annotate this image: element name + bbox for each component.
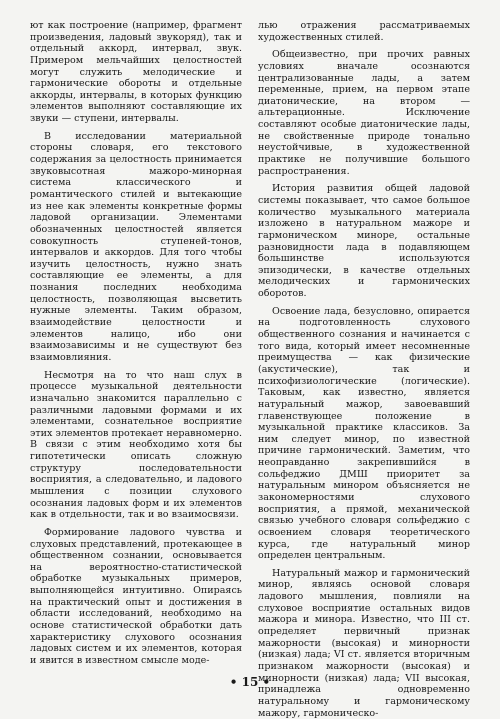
paragraph: В исследовании материальной стороны словаря, его текстового содержания за целостность принимается звуковысотная мажоро-минорная система классического и романтического стилей и вытекающие из нее как элементы конкретные формы ладовой организации. Элементами обозначенных целостностей является совокупность ступеней-тонов, интервалов и аккордов. Для того чтобы изучить целостность, нужно знать составляющие ее элементы, а для познания последних необходима целостность, позволяющая высветить нужные элементы. Таким образом, взаимодействие целостности и элементов налицо, ибо они взаимозависимы и не существуют без взаимовлияния. xyxy=(30,130,242,363)
paragraph: История развития общей ладовой системы показывает, что самое большое количество музыкального материала изложено в натуральном мажоре и гармоническом миноре, остальные разновидности лада в подавляющем большинстве используются эпизодически, в качестве отдельных мелодических и гармонических оборотов. xyxy=(258,183,470,300)
left-column xyxy=(30,20,242,666)
paragraph: лью отражения рассматриваемых художественных стилей. xyxy=(258,20,470,43)
right-column xyxy=(258,20,470,719)
paragraph: Общеизвестно, при прочих равных условиях вначале осознаются централизованные лады, а затем переменные, прием, на первом этапе диатонические, на втором — альтерационные. Исключение составляют особые диатонические лады, не свойственные природе тонально неустойчивые, в художественной практике не получившие большого распространения. xyxy=(258,49,470,177)
page-number: • 15 • xyxy=(229,675,271,689)
paragraph: Освоение лада, безусловно, опирается на подготовленность слухового общественного сознания и начинается с того вида, который имеет несомненные преимущества — как физические (акустические), так и психофизиологические (логические). Таковым, как известно, является натуральный мажор, завоевавший главенствующее положение в музыкальной практике классиков. За ним следует минор, по известной причине гармонический. Заметим, что неоправданно закрепившийся в сольфеджио ДМШ приоритет за натуральным минором объясняется не закономерностями слухового восприятия, а прямой, механической связью учебного словаря сольфеджио с освоением словаря теоретического курса, где натуральный минор определен центральным. xyxy=(258,305,470,562)
paragraph: Несмотря на то что наш слух в процессе музыкальной деятельности изначально знакомится параллельно с различными ладовыми формами и их элементами, сознательное восприятие этих элементов протекает неравномерно. В связи с этим необходимо хотя бы гипотетически описать сложную структуру последовательности восприятия, а следовательно, и ладового мышления с позиции слухового осознания ладовых форм и их элементов как в отдельности, так и во взаимосвязи. xyxy=(30,369,242,521)
paragraph: ют как построение (например, фрагмент произведения, ладовый звукоряд), так и отдельный аккорд, интервал, звук. Примером мельчайших целостностей могут служить мелодические и гармонические обороты и отдельные аккорды, интервалы, в которых функцию элементов выполняют составляющие их звуки — ступени, интервалы. xyxy=(30,20,242,125)
paragraph: Формирование ладового чувства и слуховых представлений, протекающее в общественном сознании, основывается на вероятностно-статистической обработке музыкальных примеров, выполняющейся интуитивно. Опираясь на практический опыт и достижения в области исследований, необходимо на основе статистической обработки дать характеристику слухового осознания ладовых систем и их элементов, которая и явится в известном смысле моде- xyxy=(30,526,242,666)
paragraph: Натуральный мажор и гармонический минор, являясь основой словаря ладового мышления, повлияли на слуховое восприятие остальных видов мажора и минора. Известно, что III ст. определяет первичный признак мажорности (высокая) и минорности (низкая) лада; VI ст. является вторичным признаком мажорности (высокая) и минорности (низкая) лада; VII высокая, принадлежа одновременно натуральному и гармоническому мажору, гармоническо- xyxy=(258,567,470,719)
